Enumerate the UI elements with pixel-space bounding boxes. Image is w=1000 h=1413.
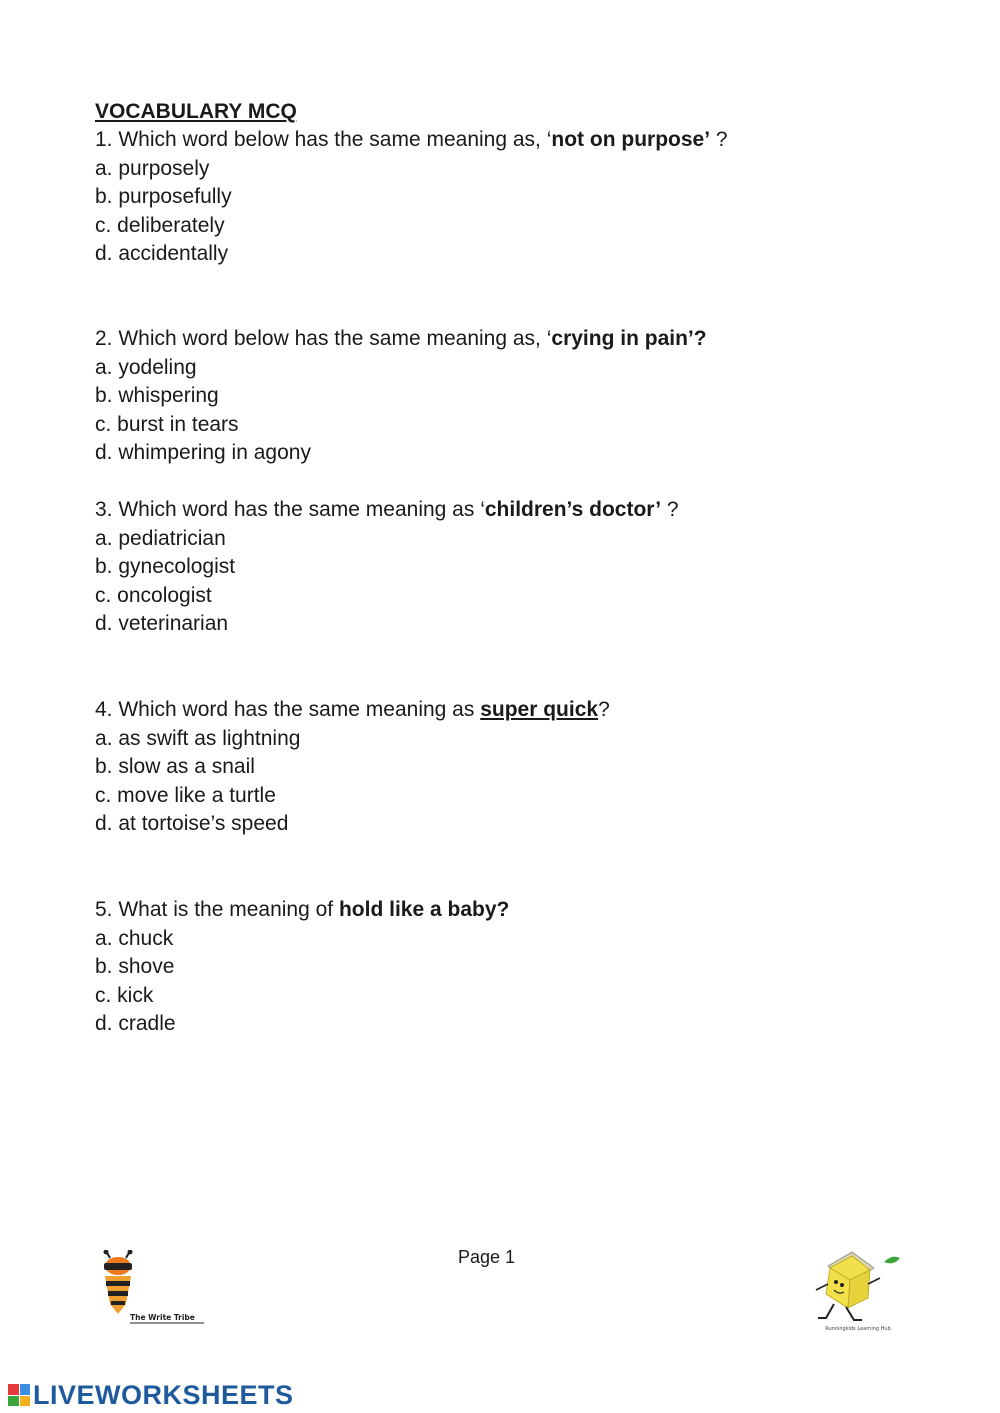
option-4d[interactable]: d. at tortoise’s speed: [95, 812, 289, 835]
page-number: Page 1: [458, 1247, 516, 1267]
write-tribe-text: The Write Tribe: [130, 1313, 195, 1322]
question-5-keyword: hold like a baby?: [338, 898, 510, 921]
option-2a[interactable]: a. yodeling: [95, 355, 197, 379]
option-3a[interactable]: a. pediatrician: [95, 526, 226, 550]
option-2b[interactable]: b. whispering: [95, 384, 219, 407]
option-3c[interactable]: c. oncologist: [95, 583, 212, 607]
question-4-keyword: super quick: [480, 698, 599, 721]
question-1-keyword: not on purpose’: [551, 128, 711, 151]
question-3: [95, 496, 915, 639]
question-2-text: 2. Which word below has the same meaning as, ‘crying in pain’?: [95, 327, 707, 350]
option-3b[interactable]: b. gynecologist: [95, 555, 236, 578]
sunglasses-icon: [104, 1263, 132, 1270]
learning-hub-book-logo: [808, 1244, 908, 1344]
question-1-text: 1. Which word below has the same meaning as, ‘not on purpose’ ?: [95, 128, 728, 151]
option-4c[interactable]: c. move like a turtle: [95, 783, 276, 807]
liveworksheets-text: LIVEWORKSHEETS: [33, 1379, 294, 1410]
leaf-icon: [884, 1257, 900, 1264]
question-3-text: 3. Which word has the same meaning as ‘children’s doctor’ ?: [95, 498, 679, 521]
worksheet-title: VOCABULARY MCQ: [95, 100, 297, 123]
question-4-text: 4. Which word has the same meaning as super quick?: [95, 698, 610, 721]
option-5b[interactable]: b. shove: [95, 955, 175, 978]
question-5: [95, 896, 915, 1039]
question-3-keyword: children’s doctor’: [484, 498, 662, 521]
option-5a[interactable]: a. chuck: [95, 926, 174, 950]
option-1d[interactable]: d. accidentally: [95, 242, 229, 265]
option-4b[interactable]: b. slow as a snail: [95, 755, 255, 778]
option-1c[interactable]: c. deliberately: [95, 213, 225, 237]
question-5-text: 5. What is the meaning of hold like a baby?: [95, 898, 510, 921]
option-3d[interactable]: d. veterinarian: [95, 612, 229, 635]
liveworksheets-logo-icon: [8, 1384, 30, 1406]
option-1a[interactable]: a. purposely: [95, 156, 210, 180]
option-4a[interactable]: a. as swift as lightning: [95, 726, 301, 750]
option-2d[interactable]: d. whimpering in agony: [95, 441, 311, 464]
question-2: [95, 325, 915, 468]
learning-hub-text: Runningkids Learning Hub: [825, 1326, 891, 1332]
option-5d[interactable]: d. cradle: [95, 1012, 176, 1035]
question-4: [95, 696, 915, 839]
option-5c[interactable]: c. kick: [95, 983, 154, 1007]
question-2-keyword: crying in pain’?: [551, 327, 707, 350]
question-1: [95, 126, 915, 269]
option-2c[interactable]: c. burst in tears: [95, 412, 239, 436]
write-tribe-bee-logo: [96, 1250, 208, 1328]
liveworksheets-brand[interactable]: [8, 1379, 294, 1411]
option-1b[interactable]: b. purposefully: [95, 185, 232, 208]
